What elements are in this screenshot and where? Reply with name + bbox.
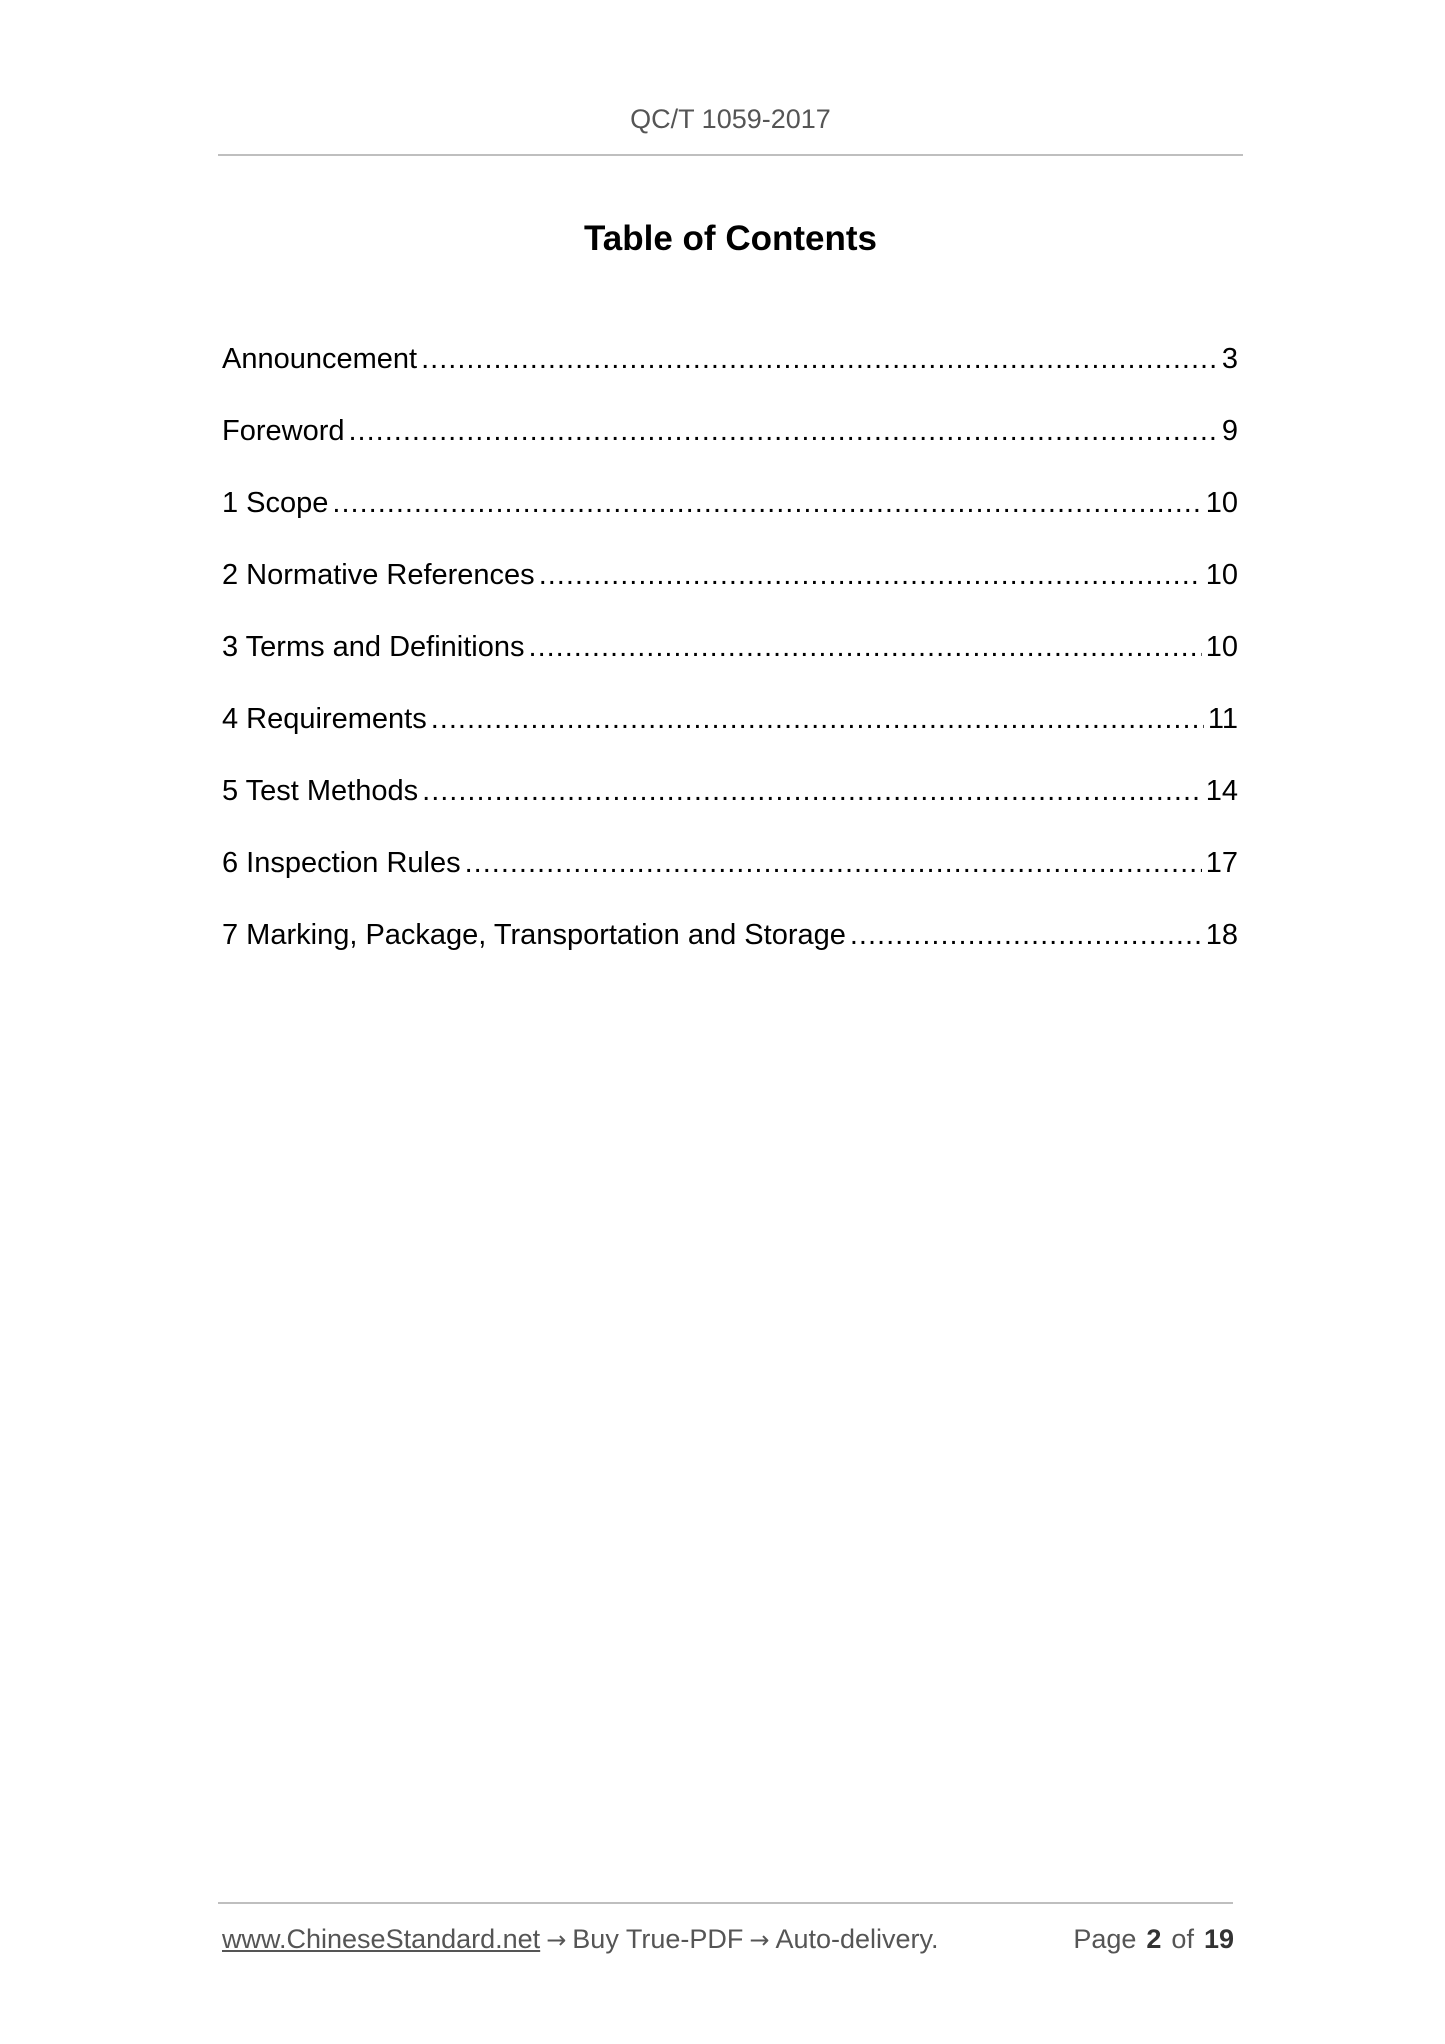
- toc-dot-leader: [332, 484, 1201, 522]
- toc-dot-leader: [431, 700, 1204, 738]
- toc-heading: Table of Contents: [584, 219, 877, 258]
- toc-entry-page: 14: [1205, 775, 1238, 807]
- toc-entry-terms-and-definitions[interactable]: [222, 628, 1238, 700]
- toc-entry-page: 10: [1205, 631, 1238, 663]
- toc-entry-label: 3 Terms and Definitions: [222, 631, 525, 663]
- toc-entry-inspection-rules[interactable]: [222, 844, 1238, 916]
- toc-dot-leader: [422, 772, 1202, 810]
- toc-entry-label: 7 Marking, Package, Transportation and Storage: [222, 919, 846, 951]
- right-arrow-icon: →: [546, 1926, 567, 1954]
- toc-entry-marking-package-transportation-storage[interactable]: [222, 916, 1238, 988]
- toc-entry-label: 2 Normative References: [222, 559, 535, 591]
- toc-entry-foreword[interactable]: [222, 412, 1238, 484]
- toc-dot-leader: [421, 340, 1218, 378]
- page-word: Page: [1073, 1924, 1137, 1954]
- toc-entry-page: 11: [1207, 703, 1238, 735]
- toc-entry-page: 9: [1221, 415, 1238, 447]
- website-link[interactable]: www.ChineseStandard.net: [222, 1924, 541, 1954]
- toc-entry-page: 10: [1205, 487, 1238, 519]
- page-number: [1073, 1922, 1234, 1956]
- toc-entry-label: Announcement: [222, 343, 418, 375]
- toc-dot-leader: [539, 556, 1202, 594]
- toc-entry-announcement[interactable]: [222, 340, 1238, 412]
- toc-entry-label: 5 Test Methods: [222, 775, 419, 807]
- total-page-number: 19: [1203, 1924, 1234, 1954]
- toc-entry-label: 1 Scope: [222, 487, 329, 519]
- toc-entry-test-methods[interactable]: [222, 772, 1238, 844]
- current-page-number: 2: [1146, 1924, 1162, 1954]
- toc-entry-page: 10: [1205, 559, 1238, 591]
- toc-entry-normative-references[interactable]: [222, 556, 1238, 628]
- toc-entry-label: 4 Requirements: [222, 703, 427, 735]
- toc-entry-scope[interactable]: [222, 484, 1238, 556]
- document-code-header: QC/T 1059-2017: [630, 104, 831, 134]
- toc-dot-leader: [349, 412, 1218, 450]
- header-divider: [218, 154, 1243, 156]
- toc-entry-page: 18: [1205, 919, 1238, 951]
- toc-dot-leader: [850, 916, 1202, 954]
- right-arrow-icon: →: [749, 1926, 770, 1954]
- toc-entry-page: 3: [1221, 343, 1238, 375]
- toc-entry-label: Foreword: [222, 415, 345, 447]
- footer-purchase-info: [222, 1922, 939, 1957]
- toc-entry-requirements[interactable]: [222, 700, 1238, 772]
- toc-dot-leader: [529, 628, 1202, 666]
- toc-list: [222, 340, 1238, 988]
- of-word: of: [1171, 1924, 1194, 1954]
- footer-step-buy: Buy True-PDF: [572, 1924, 744, 1954]
- toc-entry-page: 17: [1205, 847, 1238, 879]
- footer-step-delivery: Auto-delivery.: [775, 1924, 939, 1954]
- footer-divider: [218, 1902, 1233, 1904]
- toc-entry-label: 6 Inspection Rules: [222, 847, 461, 879]
- toc-dot-leader: [465, 844, 1202, 882]
